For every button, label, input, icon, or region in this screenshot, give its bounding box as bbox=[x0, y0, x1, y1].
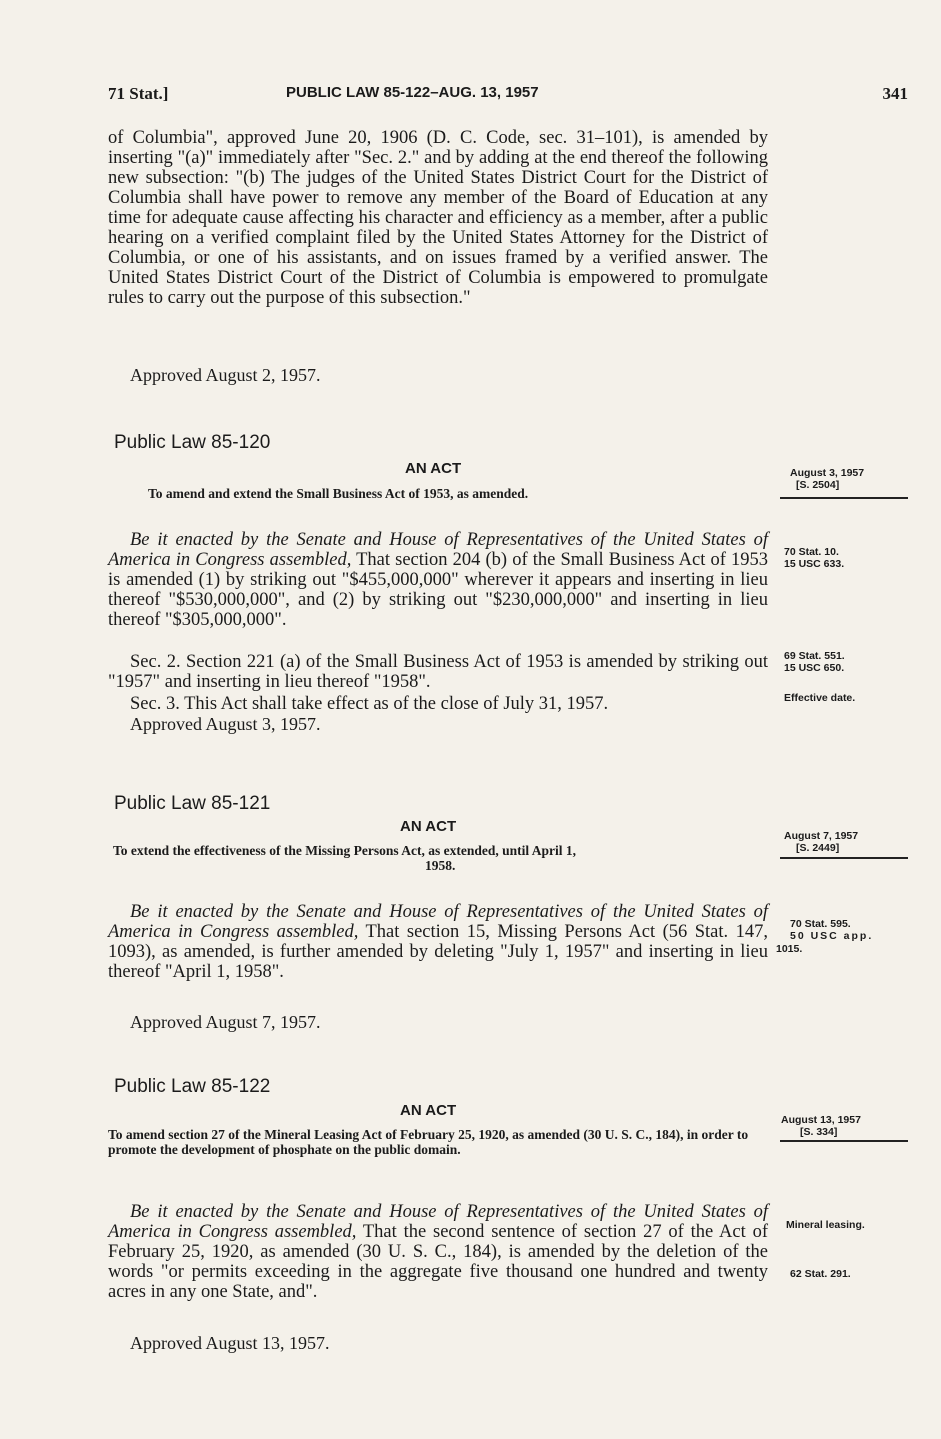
section-2-text-120: Sec. 2. Section 221 (a) of the Small Business Act of 1953 is amended by striking out "1957" and inserting in lieu thereof "1958". bbox=[108, 652, 768, 692]
act-text-121: That section 15, Missing Persons Act (56 Stat. 147, 1093), as amended, is further amended by deleting "July 1, 1957" and inserting in lieu thereof "April 1, 1958". bbox=[108, 922, 768, 982]
act-title-120: To amend and extend the Small Business Act of 1953, as amended. bbox=[148, 486, 529, 501]
running-title: PUBLIC LAW 85-122–AUG. 13, 1957 bbox=[286, 84, 539, 101]
margin-note-121-a: 70 Stat. 595. bbox=[790, 918, 851, 930]
act-title-122: To amend section 27 of the Mineral Leasing Act of February 25, 1920, as amended (30 U. S. C., 184), in order to promote the development of phosphate on the public domain. bbox=[108, 1127, 749, 1157]
an-act-label-120: AN ACT bbox=[405, 460, 462, 477]
margin-note-120-1b: 15 USC 633. bbox=[784, 558, 845, 570]
section-3-text-120: Sec. 3. This Act shall take effect as of the close of July 31, 1957. bbox=[130, 694, 609, 714]
margin-note-120-2b: 15 USC 650. bbox=[784, 662, 845, 674]
act-text-122: That the second sentence of section 27 of the Act of February 25, 1920, as amended (30 U. S. C., 184), is amended by the deletion of the words "or permits exceeding in the aggregate five thousand one hundred and twenty acres in any one State, and". bbox=[108, 1222, 768, 1302]
margin-rule-120 bbox=[780, 497, 908, 499]
margin-note-120-3: Effective date. bbox=[784, 692, 856, 704]
margin-note-120-2a: 69 Stat. 551. bbox=[784, 650, 845, 662]
page-header bbox=[108, 84, 908, 110]
margin-bill-120: [S. 2504] bbox=[796, 479, 840, 491]
act-body-120 bbox=[108, 530, 768, 630]
page-number: 341 bbox=[882, 84, 908, 103]
margin-note-122-a: Mineral leasing. bbox=[786, 1219, 865, 1231]
margin-rule-122 bbox=[780, 1140, 908, 1142]
margin-bill-122: [S. 334] bbox=[800, 1126, 838, 1138]
margin-bill-121: [S. 2449] bbox=[796, 842, 840, 854]
margin-date-121: August 7, 1957 bbox=[784, 830, 859, 842]
margin-date-120: August 3, 1957 bbox=[790, 467, 865, 479]
approved-line-121: Approved August 7, 1957. bbox=[130, 1012, 321, 1032]
public-law-85-120-heading: Public Law 85-120 bbox=[114, 432, 271, 453]
approved-line-top: Approved August 2, 1957. bbox=[130, 365, 321, 385]
margin-note-120-1a: 70 Stat. 10. bbox=[784, 546, 839, 558]
enacting-clause-122: Be it enacted by the Senate and House of Representatives of the United States of America in Congress assembled, bbox=[108, 1202, 768, 1242]
public-law-85-122-heading: Public Law 85-122 bbox=[114, 1076, 271, 1097]
an-act-label-121: AN ACT bbox=[400, 818, 457, 835]
act-body-121 bbox=[108, 902, 768, 982]
margin-rule-121 bbox=[780, 857, 908, 859]
public-law-85-121-heading: Public Law 85-121 bbox=[114, 793, 271, 814]
margin-date-122: August 13, 1957 bbox=[781, 1114, 861, 1126]
approved-line-122: Approved August 13, 1957. bbox=[130, 1333, 330, 1353]
volume-reference: 71 Stat.] bbox=[108, 84, 169, 103]
act-body-122 bbox=[108, 1202, 768, 1302]
an-act-label-122: AN ACT bbox=[400, 1102, 457, 1119]
top-section-text: of Columbia", approved June 20, 1906 (D. C. Code, sec. 31–101), is amended by inserting "(a)" immediately after "Sec. 2." and by adding at the end thereof the following new subsection: "(b) The judges of the United States District Court for the District of Columbia shall have power to remove any member of the Board of Education at any time for adequate cause affecting his character and efficiency as a member, after a public hearing on a verified complaint filed by the United States Attorney for the District of Columbia, or one of his assistants, and on issues framed by a verified answer. The United States District Court of the District of Columbia is empowered to promulgate rules to carry out the purpose of this subsection." bbox=[108, 128, 768, 308]
section-1-text-120: That section 204 (b) of the Small Business Act of 1953 is amended (1) by striking out "$455,000,000" wherever it appears and inserting in lieu thereof "$530,000,000", and (2) by striking out "$230,000,000" and inserting in lieu thereof "$305,000,000". bbox=[108, 550, 768, 630]
enacting-clause-121: Be it enacted by the Senate and House of Representatives of the United States of America in Congress assembled, bbox=[108, 902, 768, 942]
act-title-121-line2: 1958. bbox=[425, 858, 456, 873]
approved-line-120: Approved August 3, 1957. bbox=[130, 714, 321, 734]
margin-note-122-b: 62 Stat. 291. bbox=[790, 1268, 851, 1280]
margin-note-121-b: 50 USC app. bbox=[790, 930, 874, 942]
act-title-121-line1: To extend the effectiveness of the Missing Persons Act, as extended, until April 1, bbox=[113, 843, 576, 858]
margin-note-121-c: 1015. bbox=[776, 943, 803, 955]
enacting-clause-120: Be it enacted by the Senate and House of Representatives of the United States of America in Congress assembled, bbox=[108, 530, 768, 570]
